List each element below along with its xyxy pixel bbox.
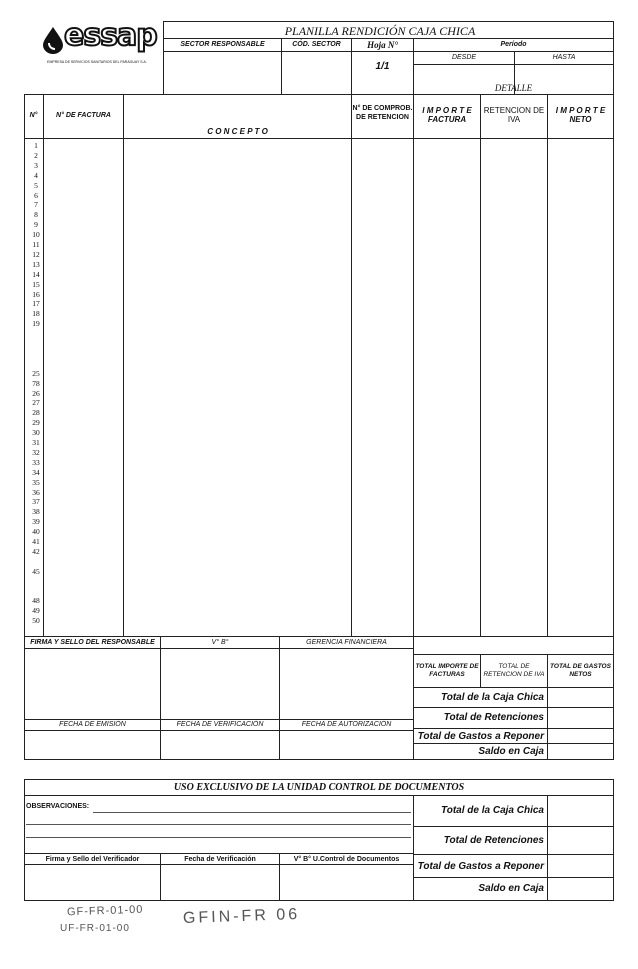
detalle-label: DETALLE [494, 83, 533, 93]
vb-field[interactable] [161, 649, 279, 719]
row-number: 17 [32, 299, 40, 309]
form-title: PLANILLA RENDICIÓN CAJA CHICA [284, 24, 476, 38]
col-concepto: C O N C E P T O [207, 127, 268, 136]
fecha-verificacion-control-label: Fecha de Verificación [184, 856, 256, 863]
row-number: 6 [34, 190, 38, 200]
row-number: 15 [32, 279, 40, 289]
hoja-value: 1/1 [375, 61, 390, 72]
col-retencion-iva: RETENCION DE IVA [483, 106, 545, 124]
row-number: 18 [32, 309, 40, 319]
form-code-3: GFIN-FR 06 [182, 905, 301, 928]
vb-control-label: V° B° U.Control de Documentos [293, 856, 400, 863]
row-number: 48 [32, 596, 40, 606]
gerencia-field[interactable] [280, 649, 413, 719]
row-number: 26 [32, 388, 40, 398]
hasta-label: HASTA [552, 54, 576, 61]
row-number: 39 [32, 517, 40, 527]
row-number: 41 [32, 537, 40, 546]
row-number: 19 [32, 319, 40, 329]
row-number: 37 [32, 497, 40, 507]
drop-icon [42, 26, 64, 54]
total-importe-label: TOTAL IMPORTE DE FACTURAS [415, 663, 479, 678]
row-number: 32 [32, 447, 40, 457]
observaciones-label: OBSERVACIONES: [26, 803, 90, 810]
desde-label: DESDE [451, 54, 477, 61]
company-logo [30, 18, 162, 72]
cod-sector-field[interactable] [282, 52, 351, 94]
col-importe-neto: I M P O R T E NETO [555, 106, 606, 124]
row-number: 42 [32, 546, 40, 556]
row-number: 13 [32, 259, 40, 269]
row-number: 25 [32, 368, 40, 378]
row-number: 27 [32, 398, 40, 408]
control-retenciones-label: Total de Retenciones [443, 835, 544, 846]
row-number: 28 [32, 408, 40, 418]
caja-chica-label: Total de la Caja Chica [441, 692, 544, 703]
form-code-2: UF-FR-01-00 [60, 923, 130, 934]
control-caja-chica-label: Total de la Caja Chica [441, 805, 544, 816]
row-number: 14 [32, 269, 40, 279]
hoja-label: Hoja N° [367, 40, 398, 50]
control-title: USO EXCLUSIVO DE LA UNIDAD CONTROL DE DOCUMENTOS [173, 782, 465, 793]
firma-responsable-field[interactable] [25, 649, 160, 719]
observaciones-field[interactable] [93, 799, 411, 839]
row-number: 5 [34, 180, 38, 190]
row-number: 49 [32, 606, 40, 616]
col-comprob: N° DE COMPROB. DE RETENCION [352, 105, 413, 121]
firma-responsable-label: FIRMA Y SELLO DEL RESPONSABLE [30, 639, 155, 646]
sector-responsable-label: SECTOR RESPONSABLE [180, 41, 265, 48]
row-number: 36 [32, 487, 40, 497]
row-number: 3 [34, 160, 38, 170]
fecha-verificacion-label: FECHA DE VERIFICACIÓN [176, 721, 264, 728]
logo-wordmark: essap [64, 18, 157, 53]
row-number: 9 [34, 220, 38, 230]
row-number: 8 [34, 210, 38, 220]
cod-sector-label: CÓD. SECTOR [292, 41, 341, 48]
row-number: 4 [34, 170, 38, 180]
row-number: 7 [34, 200, 38, 210]
row-number: 33 [32, 457, 40, 467]
col-factura: N° DE FACTURA [56, 112, 111, 119]
saldo-label: Saldo en Caja [478, 746, 544, 757]
total-retencion-label: TOTAL DE RETENCION DE IVA [483, 663, 545, 678]
row-number: 31 [32, 438, 40, 447]
fecha-emision-label: FECHA DE EMISIÓN [59, 721, 126, 728]
col-num: N° [29, 112, 38, 119]
vb-label: V° B° [211, 639, 229, 646]
row-number: 45 [32, 566, 40, 576]
row-number: 10 [32, 230, 40, 240]
sector-responsable-field[interactable] [164, 52, 281, 94]
row-number: 30 [32, 428, 40, 438]
row-number: 12 [32, 249, 40, 259]
row-number: 50 [32, 616, 40, 626]
row-number: 35 [32, 477, 40, 487]
row-number: 1 [34, 141, 38, 150]
row-number: 11 [32, 240, 40, 249]
fecha-autorizacion-label: FECHA DE AUTORIZACIÓN [301, 721, 392, 728]
row-number: 16 [32, 289, 40, 299]
row-number: 2 [34, 150, 38, 160]
retenciones-label: Total de Retenciones [443, 712, 544, 723]
total-gastos-label: TOTAL DE GASTOS NETOS [550, 663, 611, 678]
row-number: 78 [32, 378, 40, 388]
row-number: 38 [32, 507, 40, 517]
row-number: 29 [32, 418, 40, 428]
firma-verificador-label: Firma y Sello del Verificador [45, 856, 140, 863]
row-number: 40 [32, 527, 40, 537]
row-number: 34 [32, 467, 40, 477]
control-saldo-label: Saldo en Caja [478, 883, 544, 894]
gerencia-label: GERENCIA FINANCIERA [306, 639, 387, 646]
control-gastos-reponer-label: Total de Gastos a Reponer [417, 861, 544, 872]
logo-subtitle: EMPRESA DE SERVICIOS SANITARIOS DEL PARAGUAY S.A. [47, 60, 147, 64]
col-importe-factura: I M P O R T E FACTURA [422, 106, 472, 124]
periodo-label: Período [500, 41, 527, 48]
form-code-1: GF-FR-01-00 [66, 903, 144, 919]
gastos-reponer-label: Total de Gastos a Reponer [417, 731, 544, 742]
